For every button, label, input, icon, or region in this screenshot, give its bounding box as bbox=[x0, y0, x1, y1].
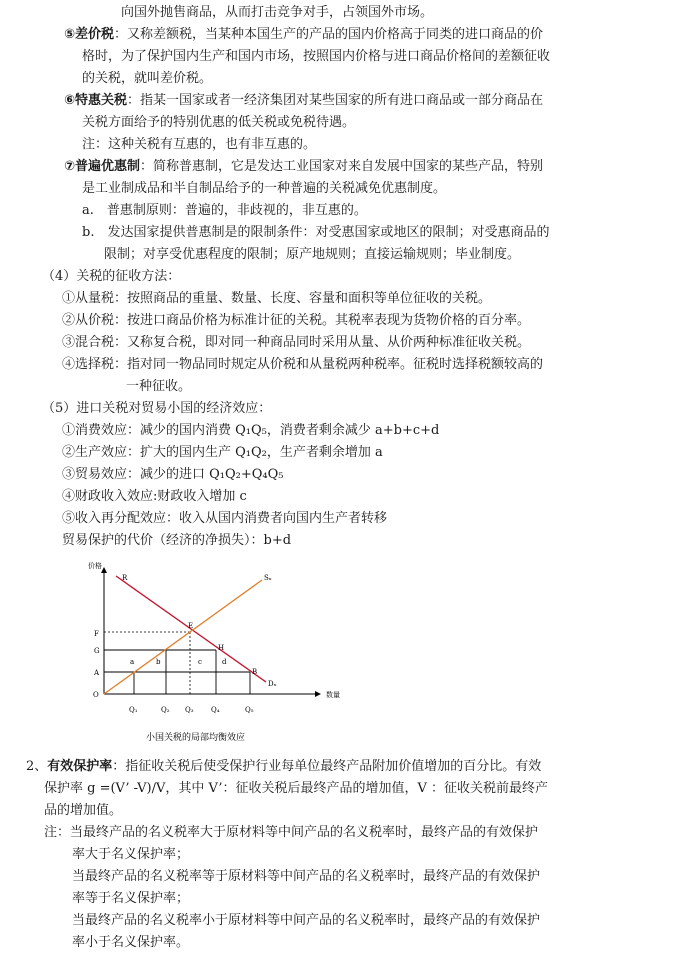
text-line: 向国外抛售商品，从而打击竞争对手，占领国外市场。 bbox=[121, 5, 434, 20]
area-d: d bbox=[222, 658, 227, 666]
term-heading: ⑦普遍优惠制 bbox=[64, 159, 141, 174]
area-a: a bbox=[130, 658, 135, 666]
text-line: 品的增加值。 bbox=[44, 803, 123, 818]
section-number: 2、 bbox=[26, 759, 48, 774]
price-label-a: A bbox=[94, 669, 100, 677]
section-heading: （5）进口关税对贸易小国的经济效应： bbox=[42, 401, 272, 416]
text-line bbox=[64, 26, 543, 44]
section-heading: （4）关税的征收方法： bbox=[42, 269, 181, 284]
text-line: 格时，为了保护国内生产和国内市场，按照国内价格与进口商品价格间的差额征收 bbox=[82, 49, 551, 64]
text-line: 率大于名义保护率； bbox=[72, 847, 190, 862]
text-span: ：指某一国家或者一经济集团对某些国家的所有进口商品或一部分商品在 bbox=[127, 93, 544, 108]
text-span: ：又称差额税，当某种本国生产的产品的国内价格高于同类的进口商品的价 bbox=[114, 27, 544, 42]
text-line: 保护率 g =(V’ -V)/V，其中 V’：征收关税后最终产品的增加值，V ：征收关税前最终产 bbox=[44, 781, 549, 796]
text-line: 率小于名义保护率。 bbox=[72, 935, 190, 950]
text-line: b. 发达国家提供普惠制是的限制条件：对受惠国家或地区的限制；对受惠商品的 bbox=[82, 225, 550, 240]
text-line: 贸易保护的代价（经济的净损失）：b+d bbox=[62, 533, 292, 548]
y-axis-label: 价格 bbox=[88, 562, 102, 570]
q-label-4: Q₄ bbox=[211, 706, 220, 714]
text-line: ⑤收入再分配效应：收入从国内消费者向国内生产者转移 bbox=[62, 511, 388, 526]
point-e: E bbox=[188, 622, 194, 630]
text-line: ④选择税：指对同一物品同时规定从价税和从量税两种税率。征税时选择税额较高的 bbox=[62, 357, 544, 372]
text-line: 率等于名义保护率； bbox=[72, 891, 190, 906]
text-line: ①消费效应：减少的国内消费 Q₁Q₅，消费者剩余减少 a+b+c+d bbox=[62, 423, 440, 438]
text-line: ②从价税：按进口商品价格为标准计征的关税。其税率表现为货物价格的百分率。 bbox=[62, 313, 531, 328]
term-heading: 有效保护率 bbox=[47, 759, 113, 774]
text-line: ②生产效应：扩大的国内生产 Q₁Q₂，生产者剩余增加 a bbox=[62, 445, 383, 460]
supply-label: Sₓ bbox=[264, 574, 272, 582]
text-line: ③贸易效应：减少的进口 Q₁Q₂+Q₄Q₅ bbox=[62, 467, 284, 482]
text-line: 的关税，就叫差价税。 bbox=[82, 71, 213, 86]
q-label-1: Q₁ bbox=[129, 706, 138, 714]
term-heading: ⑤差价税 bbox=[64, 27, 115, 42]
term-heading: ⑥特惠关税 bbox=[64, 93, 128, 108]
text-line: 当最终产品的名义税率等于原材料等中间产品的名义税率时，最终产品的有效保护 bbox=[72, 869, 541, 884]
text-line bbox=[64, 158, 543, 176]
text-line: ④财政收入效应:财政收入增加 c bbox=[62, 489, 247, 504]
q-label-2: Q₂ bbox=[161, 706, 170, 714]
tariff-equilibrium-diagram bbox=[80, 556, 380, 746]
price-label-f: F bbox=[94, 630, 99, 638]
text-line: a. 普惠制原则：普遍的，非歧视的，非互惠的。 bbox=[82, 203, 367, 218]
point-b: B bbox=[252, 668, 258, 676]
q-label-5: Q₅ bbox=[245, 706, 254, 714]
text-line: 一种征收。 bbox=[126, 379, 192, 394]
q-label-3: Q₃ bbox=[185, 706, 194, 714]
text-span: ：简称普惠制，它是发达工业国家对来自发展中国家的某些产品，特别 bbox=[140, 159, 544, 174]
text-line: 关税方面给予的特别优惠的低关税或免税待遇。 bbox=[82, 115, 356, 130]
text-line: 注：这种关税有互惠的，也有非互惠的。 bbox=[82, 137, 317, 152]
x-axis-label: 数量 bbox=[326, 691, 340, 699]
origin-label: O bbox=[93, 691, 99, 699]
text-line: 当最终产品的名义税率小于原材料等中间产品的名义税率时，最终产品的有效保护 bbox=[72, 913, 541, 928]
figure-caption: 小国关税的局部均衡效应 bbox=[146, 733, 246, 743]
text-line: 注：当最终产品的名义税率大于原材料等中间产品的名义税率时，最终产品的有效保护 bbox=[44, 825, 539, 840]
point-r: R bbox=[122, 574, 128, 582]
price-label-g: G bbox=[94, 647, 100, 655]
area-c: c bbox=[198, 658, 202, 666]
point-h: H bbox=[218, 644, 225, 652]
demand-label: Dₓ bbox=[268, 680, 277, 688]
text-span: ：指征收关税后使受保护行业每单位最终产品附加价值增加的百分比。有效 bbox=[112, 759, 542, 774]
area-b: b bbox=[156, 658, 161, 666]
text-line: 限制；对享受优惠程度的限制；原产地规则；直接运输规则；毕业制度。 bbox=[104, 247, 521, 262]
text-line bbox=[64, 92, 543, 110]
text-line: ③混合税：又称复合税，即对同一种商品同时采用从量、从价两种标准征收关税。 bbox=[62, 335, 531, 350]
text-line bbox=[26, 758, 541, 776]
text-line: 是工业制成品和半自制品给予的一种普遍的关税减免优惠制度。 bbox=[82, 181, 447, 196]
supply-curve bbox=[104, 580, 262, 694]
text-line: ①从量税：按照商品的重量、数量、长度、容量和面积等单位征收的关税。 bbox=[62, 291, 492, 306]
